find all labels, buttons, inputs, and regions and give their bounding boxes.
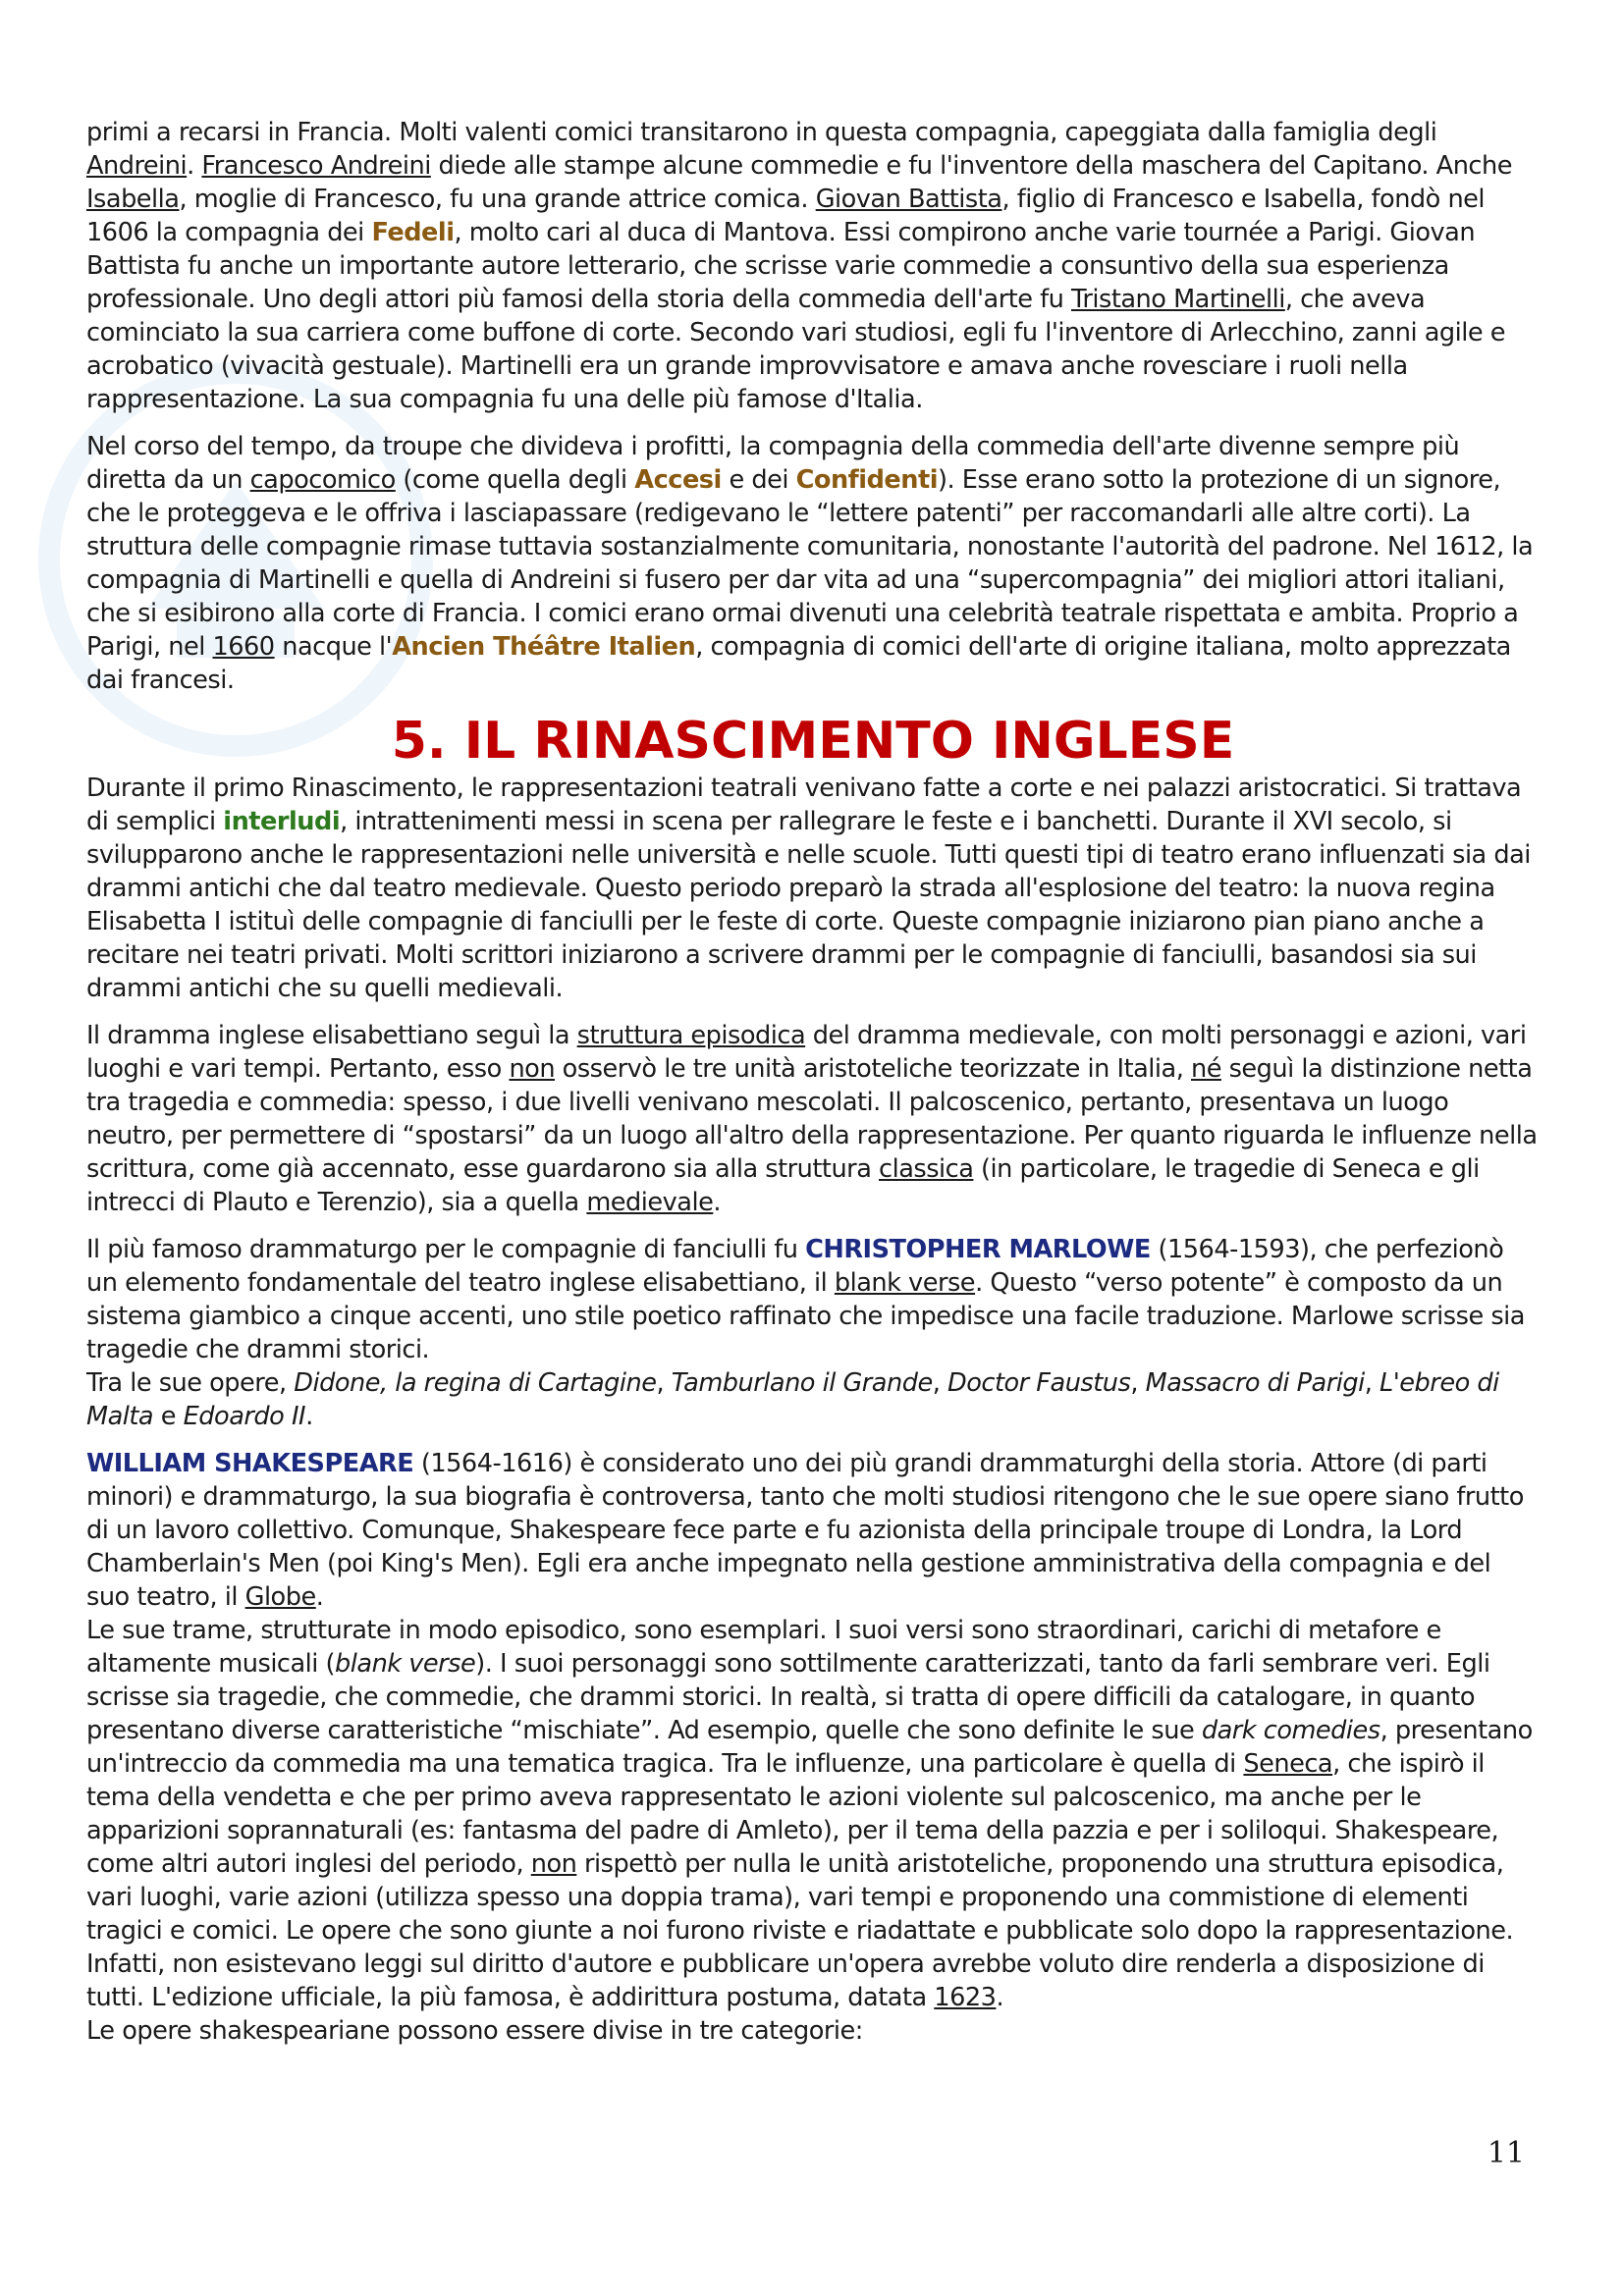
underlined-term: non <box>530 1849 577 1879</box>
text-run: , presentano un'intreccio da commedia ma una tematica tragica. Tra le influenze, una particolare è quella di <box>86 1716 1533 1779</box>
text-run: del dramma medievale, con molti personaggi e azioni, vari luoghi e vari tempi. Pertanto, esso <box>86 1021 1527 1084</box>
section-heading: 5. IL RINASCIMENTO INGLESE <box>391 712 1235 771</box>
text-run: ). I suoi personaggi sono sottilmente caratterizzati, tanto da farli sembrare veri. Egli scrisse sia tragedie, che commedie, che drammi storici. In realtà, si tratta di opere difficili da catalogare, in quanto presentano diverse caratteristiche “mischiate”. Ad esempio, quelle che sono definite le sue <box>86 1649 1490 1745</box>
underlined-term: Isabella <box>86 185 180 214</box>
text-run: , moglie di Francesco, fu una grande attrice comica. <box>179 185 816 214</box>
text-run: (come quella degli <box>395 465 635 495</box>
text-run: e <box>153 1402 184 1431</box>
text-run: . <box>187 151 202 181</box>
text-run: diede alle stampe alcune commedie e fu l'inventore della maschera del Capitano. Anche <box>430 151 1512 181</box>
text-run: . <box>713 1188 721 1217</box>
highlighted-term: Ancien Théâtre Italien <box>392 632 696 662</box>
underlined-term: Globe <box>244 1582 316 1612</box>
paragraph-shakespeare-trame <box>86 1614 1540 2014</box>
underlined-term: Andreini <box>86 151 188 181</box>
text-run: , <box>932 1368 947 1398</box>
highlighted-term: CHRISTOPHER MARLOWE <box>805 1235 1151 1264</box>
text-run: osservò le tre unità aristoteliche teorizzate in Italia, <box>555 1054 1191 1084</box>
italic-title: Edoardo II <box>183 1402 306 1431</box>
paragraph-marlowe-opere <box>86 1366 1540 1433</box>
text-run: . <box>996 1983 1004 2012</box>
underlined-term: Giovan Battista <box>815 185 1002 214</box>
text-run: , <box>656 1368 672 1398</box>
underlined-term: Tristano Martinelli <box>1071 285 1285 314</box>
text-run: Tra le sue opere, <box>86 1368 295 1398</box>
text-run: (in particolare, le tragedie di Seneca e gli intrecci di Plauto e Terenzio), sia a quella <box>86 1154 1480 1217</box>
text-run: ). Esse erano sotto la protezione di un signore, che le proteggeva e le offriva i lasciapassare (redigevano le “lettere patenti” per raccomandarli alle altre corti). La struttura delle compagnie rimase tuttavia sostanzialmente comunitaria, nonostante l'autorità del padrone. Nel 1612, la compagnia di Martinelli e quella di Andreini si fusero per dar vita ad una “supercompagnia” dei migliori attori italiani, che si esibirono alla corte di Francia. I comici erano ormai divenuti una celebrità teatrale rispettata e ambita. Proprio a Parigi, nel <box>86 465 1534 662</box>
text-run: rispettò per nulla le unità aristoteliche, proponendo una struttura episodica, vari luoghi, varie azioni (utilizza spesso una doppia trama), vari tempi e proponendo una commistione di elementi tragici e comici. Le opere che sono giunte a noi furono riviste e riadattate e pubblicate solo dopo la rappresentazione. Infatti, non esistevano leggi sul diritto d'autore e pubblicare un'opera avrebbe voluto dire renderla a disposizione di tutti. L'edizione ufficiale, la più famosa, è addirittura postuma, datata <box>86 1849 1514 2012</box>
underlined-term: né <box>1190 1054 1221 1084</box>
underlined-term: capocomico <box>249 465 396 495</box>
paragraph-commedia-andreini <box>86 116 1540 416</box>
underlined-term: non <box>509 1054 556 1084</box>
text-run: , molto cari al duca di Mantova. Essi compirono anche varie tournée a Parigi. Giovan Battista fu anche un importante autore letterario, che scrisse varie commedie a consuntivo della sua esperienza professionale. Uno degli attori più famosi della storia della commedia dell'arte fu <box>86 218 1476 314</box>
text-run: Il più famoso drammaturgo per le compagnie di fanciulli fu <box>86 1235 806 1264</box>
paragraph-primo-rinascimento <box>86 772 1540 1005</box>
highlighted-term: Accesi <box>634 465 722 495</box>
highlighted-term: WILLIAM SHAKESPEARE <box>86 1449 414 1478</box>
italic-title: Didone, la regina di Cartagine <box>294 1368 657 1398</box>
underlined-term: blank verse <box>834 1268 976 1298</box>
text-run: Il dramma inglese elisabettiano seguì la <box>86 1021 577 1050</box>
text-run: Le sue trame, strutturate in modo episodico, sono esemplari. I suoi versi sono straordinari, carichi di metafore e altamente musicali ( <box>86 1616 1441 1679</box>
text-run: Durante il primo Rinascimento, le rappresentazioni teatrali venivano fatte a corte e nei palazzi aristocratici. Si trattava di semplici <box>86 774 1522 836</box>
italic-title: Massacro di Parigi <box>1145 1368 1365 1398</box>
text-run: . Questo “verso potente” è composto da un sistema giambico a cinque accenti, uno stile poetico raffinato che impedisce una facile traduzione. Marlowe scrisse sia tragedie che drammi storici. <box>86 1268 1525 1364</box>
text-run: e dei <box>721 465 796 495</box>
text-run: , compagnia di comici dell'arte di origine italiana, molto apprezzata dai francesi. <box>86 632 1511 695</box>
text-run: , che aveva cominciato la sua carriera come buffone di corte. Secondo vari studiosi, egli fu l'inventore di Arlecchino, zanni agile e acrobatico (vivacità gestuale). Martinelli era un grande improvvisatore e amava anche rovesciare i ruoli nella rappresentazione. La sua compagnia fu una delle più famose d'Italia. <box>86 285 1505 414</box>
text-run: Nel corso del tempo, da troupe che divideva i profitti, la compagnia della commedia dell'arte divenne sempre più diretta da un <box>86 432 1460 495</box>
text-run: Le opere shakespeariane possono essere divise in tre categorie: <box>86 2016 863 2046</box>
underlined-term: medievale <box>586 1188 714 1217</box>
paragraph-dramma-elisabettiano <box>86 1019 1540 1219</box>
text-run: . <box>305 1402 313 1431</box>
italic-title: Doctor Faustus <box>947 1368 1131 1398</box>
paragraph-shakespeare-categorie <box>86 2014 1540 2048</box>
highlighted-term: interludi <box>223 807 341 836</box>
text-run: , <box>1130 1368 1146 1398</box>
highlighted-term: Confidenti <box>795 465 938 495</box>
text-run: , che ispirò il tema della vendetta e che per primo aveva rappresentato le azioni violente sul palcoscenico, ma anche per le apparizioni soprannaturali (es: fantasma del padre di Amleto), per il tema della pazzia e per i soliloqui. Shakespeare, come altri autori inglesi del periodo, <box>86 1749 1499 1879</box>
highlighted-term: Fedeli <box>371 218 455 247</box>
paragraph-capocomico <box>86 430 1540 697</box>
text-run: (1564-1593), che perfezionò un elemento fondamentale del teatro inglese elisabettiano, il <box>86 1235 1504 1298</box>
underlined-term: struttura episodica <box>576 1021 806 1050</box>
underlined-term: Seneca <box>1243 1749 1333 1779</box>
text-run: seguì la distinzione netta tra tragedia e commedia: spesso, i due livelli venivano mescolati. Il palcoscenico, pertanto, presentava un luogo neutro, per permettere di “spostarsi” da un luogo all'altro della rappresentazione. Per quanto riguarda le influenze nella scrittura, come già accennato, esse guardarono sia alla struttura <box>86 1054 1538 1184</box>
text-run: , figlio di Francesco e Isabella, fondò nel 1606 la compagnia dei <box>86 185 1486 247</box>
text-run: primi a recarsi in Francia. Molti valenti comici transitarono in questa compagnia, capeggiata dalla famiglia degli <box>86 118 1437 147</box>
italic-title: dark comedies <box>1201 1716 1380 1745</box>
text-run: (1564-1616) è considerato uno dei più grandi drammaturghi della storia. Attore (di parti minori) e drammaturgo, la sua biografia è controversa, tanto che molti studiosi ritengono che le sue opere siano frutto di un lavoro collettivo. Comunque, Shakespeare fece parte e fu azionista della principale troupe di Londra, la Lord Chamberlain's Men (poi King's Men). Egli era anche impegnato nella gestione amministrativa della compagnia e del suo teatro, il <box>86 1449 1524 1612</box>
italic-title: Tamburlano il Grande <box>671 1368 933 1398</box>
page-number: 11 <box>1487 2136 1525 2170</box>
paragraph-marlowe <box>86 1233 1540 1366</box>
paragraph-shakespeare-bio <box>86 1447 1540 1614</box>
text-run: , intrattenimenti messi in scena per rallegrare le feste e i banchetti. Durante il XVI secolo, si svilupparono anche le rappresentazioni nelle università e nelle scuole. Tutti questi tipi di teatro erano influenzati sia dai drammi antichi che dal teatro medievale. Questo periodo preparò la strada all'esplosione del teatro: la nuova regina Elisabetta I istituì delle compagnie di fanciulli per le feste di corte. Queste compagnie iniziarono pian piano anche a recitare nei teatri privati. Molti scrittori iniziarono a scrivere drammi per le compagnie di fanciulli, basandosi sia sui drammi antichi che su quelli medievali. <box>86 807 1531 1003</box>
text-run: , <box>1364 1368 1380 1398</box>
text-run: . <box>315 1582 324 1612</box>
italic-title: L'ebreo di Malta <box>86 1368 1499 1431</box>
text-run: nacque l' <box>274 632 393 662</box>
underlined-term: Francesco Andreini <box>201 151 431 181</box>
underlined-term: classica <box>879 1154 974 1184</box>
underlined-term: 1623 <box>934 1983 997 2012</box>
italic-title: blank verse <box>335 1649 476 1679</box>
document-page <box>86 116 1540 2061</box>
underlined-term: 1660 <box>212 632 275 662</box>
